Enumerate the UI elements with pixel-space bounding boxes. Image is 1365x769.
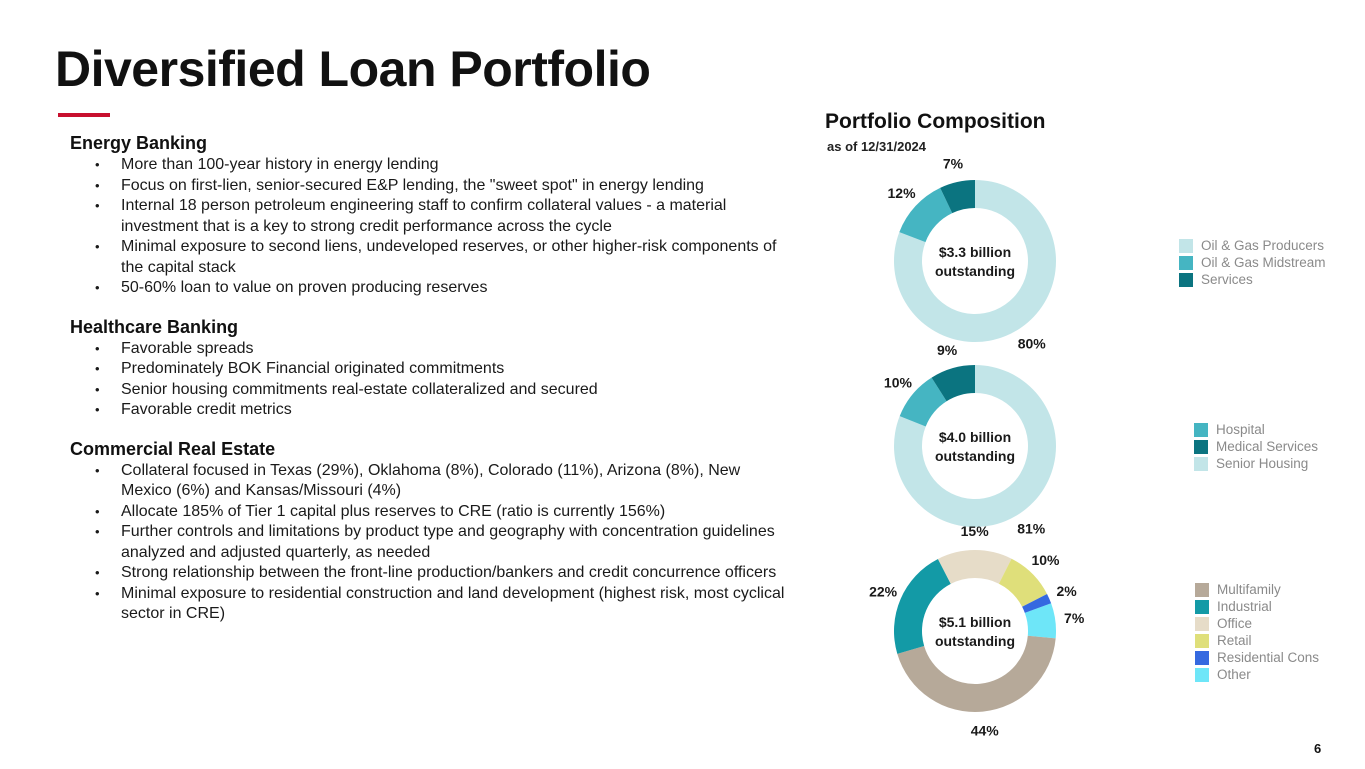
legend-label: Industrial	[1217, 599, 1272, 614]
section-commercial-real-estate	[70, 437, 790, 625]
legend-item-residential-cons	[1195, 649, 1319, 666]
legend-label: Services	[1201, 272, 1253, 287]
bullet-list	[70, 155, 790, 299]
donut-center-label: $4.0 billion	[938, 429, 1012, 445]
data-label-multifamily: 44%	[970, 722, 999, 739]
legend-swatch	[1195, 617, 1209, 631]
data-label-other: 7%	[1064, 610, 1085, 627]
data-label-oil-gas-producers: 80%	[1017, 335, 1046, 352]
legend-item-retail	[1195, 632, 1319, 649]
legend-swatch	[1195, 668, 1209, 682]
legend-swatch	[1195, 634, 1209, 648]
legend-item-industrial	[1195, 598, 1319, 615]
legend-swatch	[1179, 273, 1193, 287]
legend-swatch	[1194, 457, 1208, 471]
legend-item-other	[1195, 666, 1319, 683]
legend-swatch	[1194, 423, 1208, 437]
legend-label: Medical Services	[1216, 439, 1319, 454]
legend-healthcare	[1194, 421, 1318, 472]
data-label-retail: 10%	[1031, 552, 1060, 569]
legend-item-services	[1179, 271, 1326, 288]
chart-subtitle: as of 12/31/2024	[827, 139, 927, 154]
donut-center-label: outstanding	[934, 448, 1016, 464]
data-label-medical-services: 9%	[936, 341, 958, 358]
legend-swatch	[1194, 440, 1208, 454]
bullet-item: • Focus on first-lien, senior-secured E&P lending, the "sweet spot" in energy lending	[70, 176, 790, 197]
data-label-residential-cons: 2%	[1056, 582, 1077, 599]
legend-label: Retail	[1217, 633, 1252, 648]
bullet-item: • Further controls and limitations by product type and geography with concentration guidelines analyzed and adjusted quarterly, as needed	[70, 522, 790, 563]
legend-label: Oil & Gas Midstream	[1201, 255, 1326, 270]
legend-cre	[1195, 581, 1319, 683]
data-label-hospital: 10%	[883, 374, 912, 391]
bullet-item: • Favorable spreads	[70, 339, 790, 360]
legend-item-hospital	[1194, 421, 1318, 438]
donut-center-label: $3.3 billion	[938, 244, 1012, 260]
legend-item-oil-gas-midstream	[1179, 254, 1326, 271]
legend-label: Other	[1217, 667, 1251, 682]
legend-label: Residential Cons	[1217, 650, 1320, 665]
legend-item-senior-housing	[1194, 455, 1318, 472]
bullet-item: • Senior housing commitments real-estate collateralized and secured	[70, 380, 790, 401]
data-label-oil-gas-midstream: 12%	[887, 185, 916, 202]
section-heading: Energy Banking	[70, 133, 208, 153]
section-energy-banking	[70, 131, 790, 299]
legend-item-oil-gas-producers	[1179, 237, 1326, 254]
chart-title: Portfolio Composition	[825, 110, 1046, 133]
legend-label: Senior Housing	[1216, 456, 1309, 471]
legend-item-multifamily	[1195, 581, 1319, 598]
legend-swatch	[1195, 600, 1209, 614]
donut-center-label: outstanding	[934, 263, 1016, 279]
donut-slice-office	[938, 550, 1012, 584]
legend-label: Hospital	[1216, 422, 1265, 437]
legend-energy	[1179, 237, 1326, 288]
bullet-item: • Minimal exposure to residential construction and land development (highest risk, most cyclical sector in CRE)	[70, 584, 790, 625]
bullet-item: • Minimal exposure to second liens, undeveloped reserves, or other higher-risk components of the capital stack	[70, 237, 790, 278]
section-healthcare-banking	[70, 315, 790, 421]
bullet-item: • Allocate 185% of Tier 1 capital plus reserves to CRE (ratio is currently 156%)	[70, 502, 790, 523]
data-label-industrial: 22%	[869, 583, 898, 600]
bullet-list	[70, 461, 790, 625]
legend-swatch	[1179, 239, 1193, 253]
bullet-item: • Internal 18 person petroleum engineering staff to confirm collateral values - a material investment that is a key to strong credit performance across the cycle	[70, 196, 790, 237]
data-label-senior-housing: 81%	[1017, 520, 1046, 537]
legend-label: Oil & Gas Producers	[1201, 238, 1325, 253]
donut-center-label: $5.1 billion	[938, 614, 1012, 630]
legend-item-office	[1195, 615, 1319, 632]
donut-chart-energy	[875, 155, 1075, 361]
legend-label: Multifamily	[1217, 582, 1281, 597]
legend-swatch	[1179, 256, 1193, 270]
page-title: Diversified Loan Portfolio	[55, 41, 651, 97]
section-heading: Healthcare Banking	[70, 316, 239, 337]
section-heading: Commercial Real Estate	[70, 438, 276, 459]
bullet-item: • 50-60% loan to value on proven producing reserves	[70, 278, 790, 299]
bullet-item: • More than 100-year history in energy lending	[70, 155, 790, 176]
data-label-services: 7%	[942, 155, 964, 172]
donut-center-label: outstanding	[934, 633, 1016, 649]
text-column	[70, 131, 790, 641]
title-accent-rule	[58, 113, 110, 117]
bullet-item: • Favorable credit metrics	[70, 400, 790, 421]
bullet-item: • Strong relationship between the front-line production/bankers and credit concurrence officers	[70, 563, 790, 584]
data-label-office: 15%	[960, 523, 989, 540]
legend-label: Office	[1217, 616, 1253, 631]
bullet-item: • Collateral focused in Texas (29%), Oklahoma (8%), Colorado (11%), Arizona (8%), New Mexico (6%) and Kansas/Missouri (4%)	[70, 461, 790, 502]
legend-swatch	[1195, 583, 1209, 597]
legend-swatch	[1195, 651, 1209, 665]
bullet-list	[70, 339, 790, 421]
legend-item-medical-services	[1194, 438, 1318, 455]
bullet-item: • Predominately BOK Financial originated commitments	[70, 359, 790, 380]
page-number: 6	[1314, 741, 1322, 756]
